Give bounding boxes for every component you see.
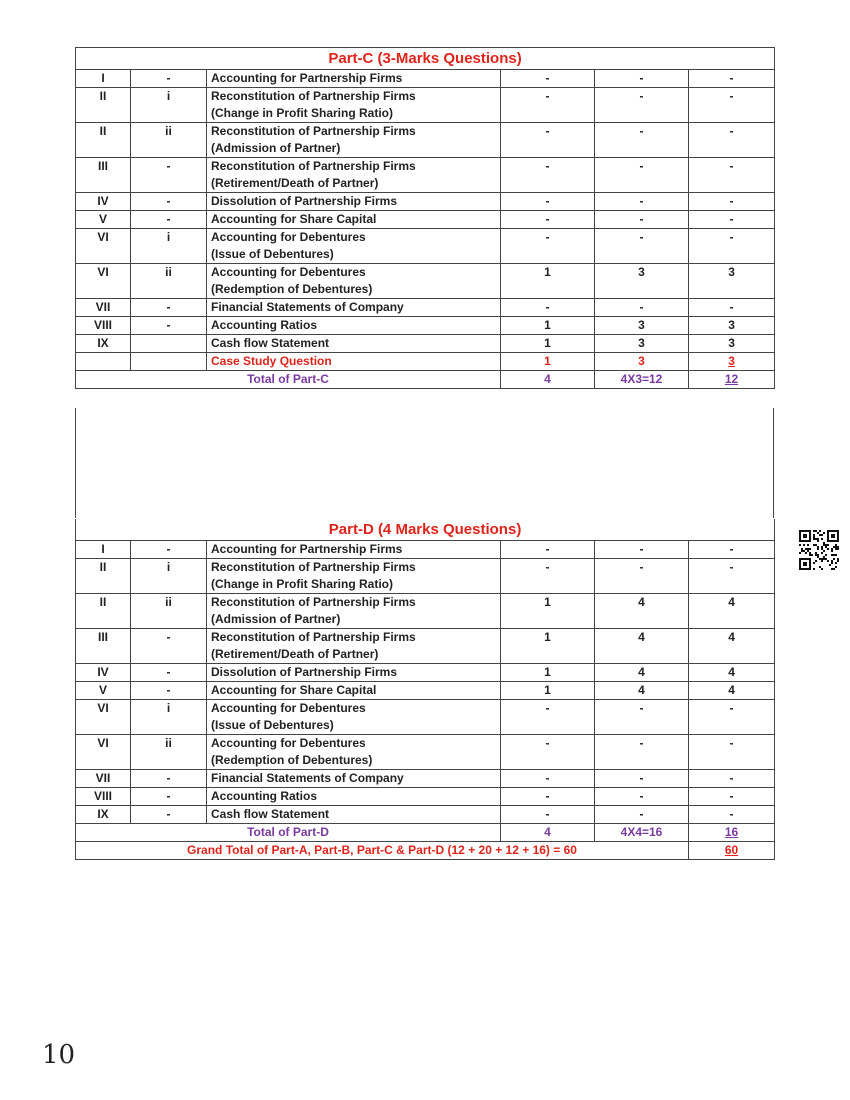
marks-cell: - <box>501 700 595 735</box>
topic-cell <box>207 317 501 335</box>
marks-cell: - <box>501 193 595 211</box>
topic-cell <box>207 629 501 664</box>
marks-cell: 4 <box>595 664 689 682</box>
marks-cell: - <box>595 88 689 123</box>
topic-line: Dissolution of Partnership Firms <box>211 665 398 679</box>
table-row <box>76 317 775 335</box>
marks-cell: 3 <box>689 264 775 299</box>
table-row <box>76 211 775 229</box>
sub-unit-cell: - <box>131 788 207 806</box>
marks-cell: - <box>595 788 689 806</box>
marks-cell: 3 <box>689 335 775 353</box>
topic-line: (Issue of Debentures) <box>211 718 334 732</box>
topic-cell <box>207 770 501 788</box>
table-row <box>76 70 775 88</box>
table-row <box>76 664 775 682</box>
marks-cell: - <box>595 770 689 788</box>
marks-cell: 1 <box>501 264 595 299</box>
marks-cell: - <box>595 299 689 317</box>
marks-cell: - <box>689 211 775 229</box>
marks-cell: 3 <box>595 317 689 335</box>
sub-unit-cell: i <box>131 700 207 735</box>
topic-cell <box>207 158 501 193</box>
marks-cell: 4 <box>689 594 775 629</box>
marks-cell: 1 <box>501 664 595 682</box>
grand-total-row <box>76 842 775 860</box>
topic-cell <box>207 541 501 559</box>
marks-cell: 1 <box>501 317 595 335</box>
topic-line: Reconstitution of Partnership Firms <box>211 124 416 138</box>
table-row <box>76 806 775 824</box>
topic-cell <box>207 788 501 806</box>
unit-cell: IX <box>76 806 131 824</box>
sub-unit-cell: ii <box>131 594 207 629</box>
marks-cell: - <box>501 229 595 264</box>
unit-cell: VIII <box>76 317 131 335</box>
marks-cell: - <box>595 193 689 211</box>
marks-cell: 4X3=12 <box>595 371 689 389</box>
marks-cell: - <box>689 70 775 88</box>
topic-cell <box>207 594 501 629</box>
part-d-title: Part-D (4 Marks Questions) <box>76 519 775 541</box>
sub-unit-cell: i <box>131 229 207 264</box>
marks-cell: - <box>501 88 595 123</box>
unit-cell: I <box>76 70 131 88</box>
case-study-row <box>76 353 775 371</box>
topic-cell <box>207 88 501 123</box>
unit-cell: V <box>76 211 131 229</box>
marks-cell: - <box>689 806 775 824</box>
table-row <box>76 700 775 735</box>
topic-line: (Admission of Partner) <box>211 612 341 626</box>
unit-cell: VI <box>76 229 131 264</box>
marks-cell: 60 <box>689 842 775 860</box>
topic-line: Financial Statements of Company <box>211 771 404 785</box>
table-row <box>76 88 775 123</box>
topic-line: (Issue of Debentures) <box>211 247 334 261</box>
marks-cell: - <box>595 229 689 264</box>
marks-cell: 3 <box>689 353 775 371</box>
sub-unit-cell: ii <box>131 264 207 299</box>
table-row <box>76 735 775 770</box>
marks-cell: - <box>595 211 689 229</box>
sub-unit-cell: - <box>131 682 207 700</box>
marks-cell: 4 <box>501 371 595 389</box>
marks-cell: - <box>689 770 775 788</box>
marks-cell: 4 <box>689 664 775 682</box>
sub-unit-cell: - <box>131 299 207 317</box>
marks-cell: - <box>501 735 595 770</box>
topic-line: Accounting Ratios <box>211 789 318 803</box>
marks-cell: - <box>501 211 595 229</box>
marks-cell: - <box>595 806 689 824</box>
topic-line: (Retirement/Death of Partner) <box>211 176 379 190</box>
empty-cell <box>76 353 131 371</box>
topic-cell <box>207 700 501 735</box>
marks-cell: 4 <box>595 629 689 664</box>
topic-line: Accounting for Share Capital <box>211 212 377 226</box>
marks-cell: 4 <box>595 682 689 700</box>
topic-line: (Retirement/Death of Partner) <box>211 647 379 661</box>
marks-cell: - <box>595 123 689 158</box>
marks-cell: - <box>689 541 775 559</box>
topic-line: (Redemption of Debentures) <box>211 282 373 296</box>
marks-cell: - <box>689 193 775 211</box>
marks-cell: - <box>595 158 689 193</box>
table-row <box>76 264 775 299</box>
table-row <box>76 335 775 353</box>
section-gap <box>75 408 774 518</box>
table-row <box>76 594 775 629</box>
topic-line: (Admission of Partner) <box>211 141 341 155</box>
marks-cell: - <box>501 158 595 193</box>
unit-cell: VI <box>76 264 131 299</box>
marks-cell: - <box>501 70 595 88</box>
unit-cell: VI <box>76 700 131 735</box>
unit-cell: III <box>76 629 131 664</box>
table-row <box>76 682 775 700</box>
topic-line: Reconstitution of Partnership Firms <box>211 595 416 609</box>
topic-cell <box>207 682 501 700</box>
sub-unit-cell: - <box>131 70 207 88</box>
topic-cell <box>207 193 501 211</box>
qr-code-icon <box>799 530 839 570</box>
part-c-table <box>75 47 775 389</box>
marks-cell: 4 <box>689 682 775 700</box>
total-label: Total of Part-D <box>76 824 501 842</box>
marks-cell: 3 <box>595 264 689 299</box>
marks-cell: 1 <box>501 682 595 700</box>
topic-cell <box>207 664 501 682</box>
marks-cell: 4 <box>501 824 595 842</box>
unit-cell: VII <box>76 770 131 788</box>
topic-line: Accounting for Debentures <box>211 736 366 750</box>
topic-cell <box>207 735 501 770</box>
part-d-table <box>75 519 775 860</box>
table-row <box>76 193 775 211</box>
marks-cell: - <box>595 700 689 735</box>
topic-line: Accounting for Debentures <box>211 265 366 279</box>
topic-cell <box>207 299 501 317</box>
marks-cell: - <box>501 559 595 594</box>
marks-cell: - <box>501 788 595 806</box>
unit-cell: II <box>76 123 131 158</box>
topic-line: Dissolution of Partnership Firms <box>211 194 398 208</box>
sub-unit-cell: i <box>131 559 207 594</box>
topic-line: Reconstitution of Partnership Firms <box>211 630 416 644</box>
table-row <box>76 299 775 317</box>
topic-line: Accounting for Debentures <box>211 230 366 244</box>
total-label: Total of Part-C <box>76 371 501 389</box>
marks-cell: - <box>689 788 775 806</box>
marks-cell: 12 <box>689 371 775 389</box>
topic-cell <box>207 211 501 229</box>
table-row <box>76 629 775 664</box>
topic-line: Accounting for Share Capital <box>211 683 377 697</box>
marks-cell: - <box>595 559 689 594</box>
marks-cell: 16 <box>689 824 775 842</box>
marks-cell: 1 <box>501 629 595 664</box>
unit-cell: IV <box>76 193 131 211</box>
unit-cell: VI <box>76 735 131 770</box>
page-number: 10 <box>42 1040 76 1070</box>
unit-cell: IV <box>76 664 131 682</box>
marks-cell: - <box>689 229 775 264</box>
marks-cell: 1 <box>501 335 595 353</box>
unit-cell: VII <box>76 299 131 317</box>
marks-cell: - <box>595 735 689 770</box>
marks-cell: - <box>501 770 595 788</box>
sub-unit-cell: ii <box>131 735 207 770</box>
table-row <box>76 123 775 158</box>
marks-cell: 4 <box>689 629 775 664</box>
sub-unit-cell: - <box>131 158 207 193</box>
topic-cell <box>207 229 501 264</box>
grand-total-label: Grand Total of Part-A, Part-B, Part-C & Part-D (12 + 20 + 12 + 16) = 60 <box>76 842 689 860</box>
table-row <box>76 770 775 788</box>
topic-line: (Change in Profit Sharing Ratio) <box>211 106 393 120</box>
marks-cell: - <box>689 559 775 594</box>
topic-cell <box>207 806 501 824</box>
topic-cell <box>207 123 501 158</box>
marks-cell: 1 <box>501 353 595 371</box>
empty-cell <box>131 353 207 371</box>
sub-unit-cell: i <box>131 88 207 123</box>
table-row <box>76 541 775 559</box>
marks-cell: - <box>595 70 689 88</box>
topic-line: Cash flow Statement <box>211 807 330 821</box>
topic-line: Reconstitution of Partnership Firms <box>211 159 416 173</box>
topic-cell <box>207 264 501 299</box>
marks-cell: 4 <box>595 594 689 629</box>
sub-unit-cell: - <box>131 770 207 788</box>
sub-unit-cell: - <box>131 664 207 682</box>
unit-cell: III <box>76 158 131 193</box>
marks-cell: - <box>501 541 595 559</box>
sub-unit-cell <box>131 335 207 353</box>
marks-cell: - <box>501 299 595 317</box>
marks-cell: - <box>689 735 775 770</box>
unit-cell: II <box>76 594 131 629</box>
marks-cell: - <box>689 700 775 735</box>
sub-unit-cell: - <box>131 629 207 664</box>
sub-unit-cell: - <box>131 211 207 229</box>
topic-cell <box>207 70 501 88</box>
topic-cell <box>207 559 501 594</box>
table-row <box>76 559 775 594</box>
topic-line: Accounting for Partnership Firms <box>211 71 403 85</box>
marks-cell: 4X4=16 <box>595 824 689 842</box>
sub-unit-cell: - <box>131 193 207 211</box>
marks-cell: 3 <box>595 335 689 353</box>
marks-cell: - <box>595 541 689 559</box>
table-row <box>76 229 775 264</box>
marks-cell: - <box>689 158 775 193</box>
marks-cell: 3 <box>595 353 689 371</box>
table-row <box>76 788 775 806</box>
table-row <box>76 158 775 193</box>
topic-line: Accounting Ratios <box>211 318 318 332</box>
topic-line: (Change in Profit Sharing Ratio) <box>211 577 393 591</box>
topic-line: Accounting for Debentures <box>211 701 366 715</box>
unit-cell: II <box>76 88 131 123</box>
total-row <box>76 824 775 842</box>
topic-line: Reconstitution of Partnership Firms <box>211 560 416 574</box>
case-study-label: Case Study Question <box>207 353 501 371</box>
marks-cell: 1 <box>501 594 595 629</box>
marks-cell: - <box>689 299 775 317</box>
sub-unit-cell: - <box>131 541 207 559</box>
topic-line: (Redemption of Debentures) <box>211 753 373 767</box>
topic-line: Cash flow Statement <box>211 336 330 350</box>
sub-unit-cell: - <box>131 317 207 335</box>
topic-line: Reconstitution of Partnership Firms <box>211 89 416 103</box>
part-c-title: Part-C (3-Marks Questions) <box>76 48 775 70</box>
marks-cell: - <box>501 123 595 158</box>
marks-cell: - <box>689 123 775 158</box>
unit-cell: II <box>76 559 131 594</box>
topic-line: Financial Statements of Company <box>211 300 404 314</box>
topic-line: Accounting for Partnership Firms <box>211 542 403 556</box>
marks-cell: - <box>689 88 775 123</box>
unit-cell: IX <box>76 335 131 353</box>
marks-cell: 3 <box>689 317 775 335</box>
sub-unit-cell: ii <box>131 123 207 158</box>
unit-cell: V <box>76 682 131 700</box>
total-row <box>76 371 775 389</box>
sub-unit-cell: - <box>131 806 207 824</box>
unit-cell: I <box>76 541 131 559</box>
topic-cell <box>207 335 501 353</box>
unit-cell: VIII <box>76 788 131 806</box>
marks-cell: - <box>501 806 595 824</box>
